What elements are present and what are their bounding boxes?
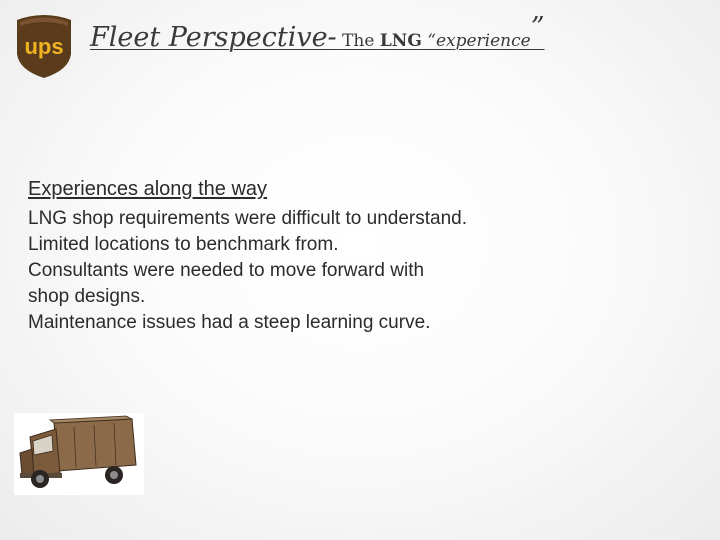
body-heading: Experiences along the way [28,178,268,200]
body-line: shop designs. [28,286,146,307]
title-part-2: The [336,31,380,51]
logo-text: ups [24,34,64,59]
body-line: Maintenance issues had a steep learning curve. [28,312,431,333]
ups-logo [13,8,75,80]
delivery-truck-image [14,413,144,495]
body-line: Limited locations to benchmark from. [28,234,339,255]
title-part-3: LNG [379,31,422,51]
body-line: LNG shop requirements were difficult to understand. [28,208,467,229]
slide-title [90,12,545,53]
title-part-5: ” [530,12,545,43]
title-part-1: Fleet Perspective- [90,22,337,53]
body-line: Consultants were needed to move forward with [28,260,425,281]
title-part-4: “experience [421,31,531,51]
slide-body [28,176,668,336]
